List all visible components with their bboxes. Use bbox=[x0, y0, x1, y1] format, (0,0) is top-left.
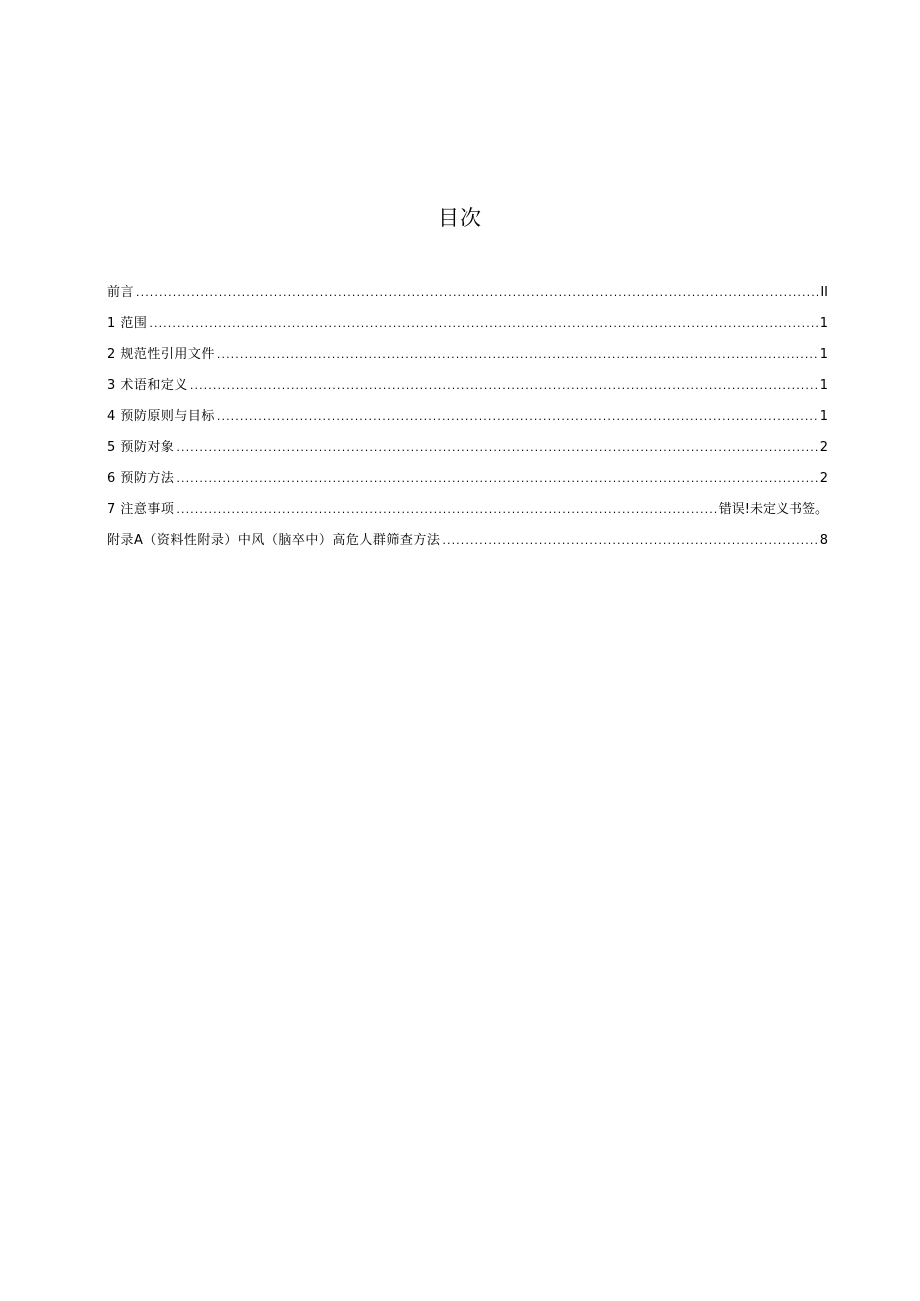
toc-title: 目次 bbox=[438, 206, 482, 230]
toc-dot-leader bbox=[149, 314, 817, 334]
toc-entry-page: II bbox=[820, 285, 828, 300]
toc-entry-page: 1 bbox=[819, 347, 828, 362]
toc-entry-terms-definitions[interactable] bbox=[107, 376, 828, 407]
toc-entry-normative-references[interactable] bbox=[107, 345, 828, 376]
toc-dot-leader bbox=[176, 500, 716, 520]
toc-entry-prevention-methods[interactable] bbox=[107, 469, 828, 500]
toc-entry-page: 8 bbox=[819, 533, 828, 548]
toc-entry-label: 4 预防原则与目标 bbox=[107, 409, 215, 424]
toc-dot-leader bbox=[217, 345, 818, 365]
toc-entry-label: 3 术语和定义 bbox=[107, 378, 188, 393]
toc-entry-prevention-targets[interactable] bbox=[107, 438, 828, 469]
toc-entry-page: 1 bbox=[819, 378, 828, 393]
toc-entry-label: 附录A（资料性附录）中风（脑卒中）高危人群筛查方法 bbox=[107, 533, 441, 548]
toc-entry-page: 1 bbox=[819, 409, 828, 424]
toc-entry-label: 1 范围 bbox=[107, 316, 148, 331]
toc-entry-page: 2 bbox=[819, 471, 828, 486]
toc-entry-label: 前言 bbox=[107, 285, 135, 300]
toc-dot-leader bbox=[176, 469, 817, 489]
toc-entry-page: 1 bbox=[819, 316, 828, 331]
toc-dot-leader bbox=[217, 407, 818, 427]
toc-entry-foreword[interactable] bbox=[107, 283, 828, 314]
toc-entry-label: 2 规范性引用文件 bbox=[107, 347, 215, 362]
toc-entry-prevention-principles[interactable] bbox=[107, 407, 828, 438]
toc-entry-scope[interactable] bbox=[107, 314, 828, 345]
toc-entry-precautions[interactable] bbox=[107, 500, 828, 531]
toc-entry-label: 6 预防方法 bbox=[107, 471, 175, 486]
toc-entry-page: 错误!未定义书签。 bbox=[718, 502, 828, 517]
toc-entry-page: 2 bbox=[819, 440, 828, 455]
toc-entry-label: 5 预防对象 bbox=[107, 440, 175, 455]
toc-entry-label: 7 注意事项 bbox=[107, 502, 175, 517]
toc-dot-leader bbox=[176, 438, 817, 458]
toc-dot-leader bbox=[136, 283, 818, 303]
toc-entry-appendix-a[interactable] bbox=[107, 531, 828, 562]
toc-dot-leader bbox=[190, 376, 818, 396]
toc-dot-leader bbox=[442, 531, 817, 551]
toc-list bbox=[107, 283, 828, 562]
